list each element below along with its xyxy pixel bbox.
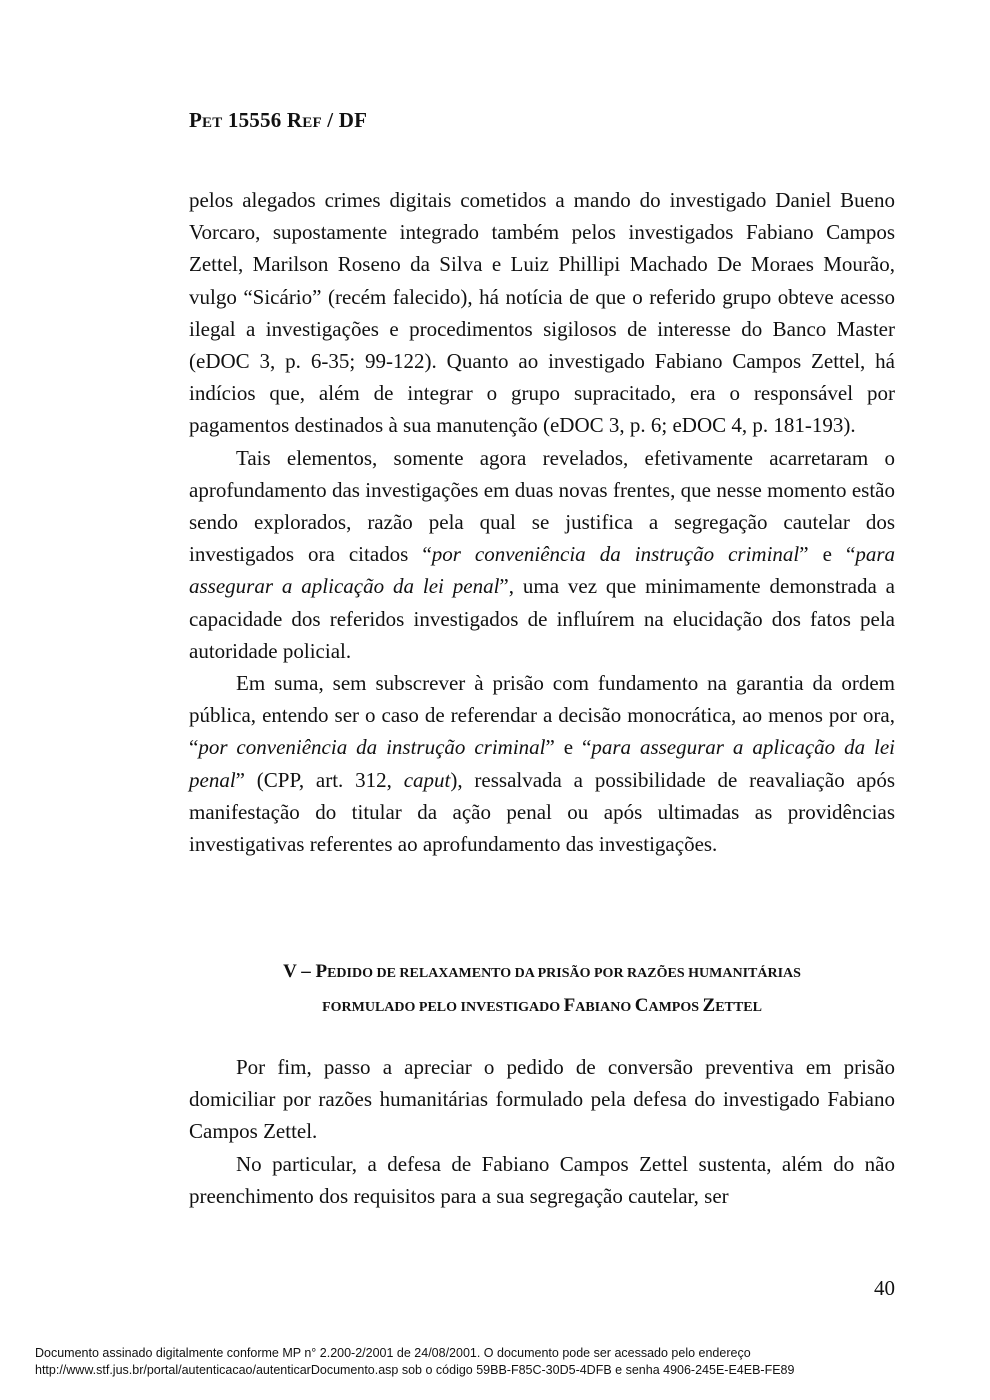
p2-italic-2: para assegurar a aplicação da lei penal [189, 542, 895, 599]
body-block-1 [189, 184, 895, 860]
page-header [189, 108, 367, 133]
header-ef: EF [302, 115, 322, 131]
heading-l1b: EDIDO DE RELAXAMENTO DA PRISÃO POR RAZÕES HUMANITÁRIAS [327, 966, 801, 981]
body-block-2 [189, 1051, 895, 1212]
header-tail: / DF [321, 108, 368, 132]
heading-l2f: Z [702, 995, 716, 1016]
p3-text-a: Em suma, sem subscrever à prisão com fundamento na garantia da ordem pública, entendo ser o caso de referendar a decisão monocrática, ao menos por ora, “ [189, 671, 895, 760]
section-heading [189, 956, 895, 1024]
page-number: 40 [874, 1276, 895, 1300]
p2-italic-1: por conveniência da instrução criminal [431, 542, 800, 567]
p2-text-b: ” e “ [799, 542, 856, 567]
heading-l1a: V – P [283, 961, 328, 982]
heading-l2g: ETTEL [715, 1000, 762, 1015]
p3-italic-1: por conveniência da instrução criminal [198, 735, 546, 760]
heading-l2e: AMPOS [648, 1000, 703, 1015]
p3-italic-3: caput [403, 767, 451, 792]
footer-line-2: http://www.stf.jus.br/portal/autenticacao/autenticarDocumento.asp sob o código 59BB-F85C-30D5-4DFB e senha 4906-245E-E4EB-FE89 [35, 1363, 795, 1377]
p3-italic-2: para assegurar a aplicação da lei penal [189, 735, 896, 792]
heading-line-2 [189, 990, 895, 1024]
paragraph-1: pelos alegados crimes digitais cometidos a mando do investigado Daniel Bueno Vorcaro, supostamente integrado também pelos investigados Fabiano Campos Zettel, Marilson Roseno da Silva e Luiz Phillipi Machado De Moraes Mourão, vulgo “Sicário” (recém falecido), há notícia de que o referido grupo obteve acesso ilegal a investigações e procedimentos sigilosos de interesse do Banco Master (eDOC 3, p. 6-35; 99-122). Quanto ao investigado Fabiano Campos Zettel, há indícios que, além de integrar o grupo supracitado, era o responsável por pagamentos destinados à sua manutenção (eDOC 3, p. 6; eDOC 4, p. 181-193). [189, 188, 895, 438]
footer-line-1: Documento assinado digitalmente conforme MP n° 2.200-2/2001 de 24/08/2001. O documento pode ser acessado pelo endereço [35, 1346, 751, 1360]
heading-l2c: ABIANO [575, 1000, 635, 1015]
p2-text-c: ”, uma vez que minimamente demonstrada a capacidade dos referidos investigados de influírem na elucidação dos fatos pela autoridade policial. [189, 574, 895, 663]
heading-l2a: FORMULADO PELO INVESTIGADO [322, 1000, 564, 1015]
p3-text-c: ” (CPP, art. 312, [235, 767, 404, 792]
header-et: ET [202, 115, 223, 131]
p2-text-a: Tais elementos, somente agora revelados, efetivamente acarretaram o aprofundamento das investigações em duas novas frentes, que nesse momento estão sendo explorados, razão pela qual se justifica a segregação cautelar dos investigados ora citados “ [189, 445, 895, 567]
header-number: 15556 [222, 108, 287, 132]
paragraph-5: No particular, a defesa de Fabiano Campos Zettel sustenta, além do não preenchimento dos requisitos para a sua segregação cautelar, ser [189, 1151, 895, 1208]
signature-footer [35, 1345, 794, 1379]
p3-text-d: ), ressalvada a possibilidade de reavaliação após manifestação do titular da ação penal ou após ultimadas as providências investigativas referentes ao aprofundamento das investigações. [189, 767, 896, 857]
heading-l2d: C [634, 995, 649, 1016]
paragraph-3 [189, 667, 895, 860]
header-p: P [189, 108, 203, 132]
paragraph-2 [189, 442, 895, 667]
heading-l2b: F [563, 995, 576, 1016]
header-r: R [286, 108, 303, 132]
paragraph-4: Por fim, passo a apreciar o pedido de conversão preventiva em prisão domiciliar por razões humanitárias formulado pela defesa do investigado Fabiano Campos Zettel. [189, 1055, 895, 1144]
heading-line-1 [189, 956, 895, 990]
p3-text-b: ” e “ [545, 735, 592, 760]
